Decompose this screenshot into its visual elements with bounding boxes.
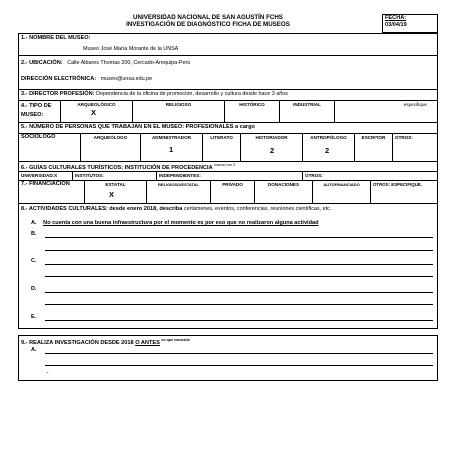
activity-c-line-2[interactable] (45, 276, 433, 277)
activity-d-letter: D. (31, 286, 37, 292)
museum-type-label: 4.- TIPO DE (21, 103, 52, 109)
director-label: 3.- DIRECTOR PROFESIÓN: (21, 91, 95, 97)
section-financing (18, 181, 438, 204)
staff-sociologo[interactable]: SOCIÓLOGO (19, 134, 81, 161)
section-staff (18, 123, 438, 134)
staff-administrador-value[interactable]: 1 (169, 145, 174, 154)
email-value[interactable]: museo@unsa.edu.pe (100, 76, 153, 82)
university-title: UNIVERSIDAD NACIONAL DE SAN AGUSTÍN FCHS (133, 14, 283, 21)
fin-privado[interactable]: PRIVADO (211, 181, 255, 203)
type-religioso[interactable]: RELIGIOSO (133, 101, 225, 122)
activity-d-line[interactable] (45, 292, 433, 293)
date-box (382, 14, 438, 33)
research-a-line-2[interactable] (45, 365, 433, 366)
type-arqueologico-mark[interactable]: X (91, 108, 97, 117)
museum-name-label: 1.- NOMBRE DEL MUSEO: (21, 35, 91, 41)
staff-historiador-value[interactable]: 2 (270, 146, 275, 155)
guides-universidad[interactable]: UNIVERSIDAD:X (19, 172, 73, 180)
museum-type-label-2: MUSEO: (21, 112, 44, 118)
museum-name-value[interactable]: Museo José María Morante de la UNSA (83, 46, 179, 52)
research-label: 9.- REALIZA INVESTIGACIÓN DESDE 2018 (21, 339, 134, 346)
fin-estatal-mark[interactable]: X (109, 190, 115, 199)
staff-otros[interactable]: OTROS: (395, 135, 413, 140)
fin-donaciones[interactable]: DONACIONES (255, 181, 313, 203)
staff-arqueologo[interactable]: ARQUEÓLOGO (81, 134, 141, 161)
section-director (18, 90, 438, 101)
research-a-line[interactable] (45, 353, 433, 354)
director-value[interactable]: Dependencia de la oficina de promoción, desarrollo y cultura desde hace 3 años (96, 91, 288, 97)
section-location (18, 56, 438, 90)
form-subtitle: INVESTIGACIÓN DE DIAGNÓSTICO FICHA DE MUSEOS (126, 21, 290, 28)
date-value: 03/04/19 (385, 22, 407, 28)
form-title (18, 14, 398, 28)
type-arqueologico: ARQUEOLÓGICO (77, 102, 116, 107)
staff-literato[interactable]: LITERATO (203, 134, 241, 161)
research-note: en que consistió (161, 338, 190, 342)
financing-label: 7.- FINANCIACIÓN (19, 181, 85, 203)
activity-a-letter: A. (31, 220, 37, 226)
section-museum-type (18, 101, 438, 123)
activity-c-letter: C. (31, 258, 37, 264)
guides-grid (18, 172, 438, 181)
activity-b-line-2[interactable] (45, 250, 433, 251)
date-label: FECHA: (385, 15, 407, 21)
activity-e-line[interactable] (45, 320, 433, 321)
research-a-letter: A. (31, 347, 37, 353)
email-label: DIRECCIÓN ELECTRÓNICA: (21, 76, 97, 82)
location-value[interactable]: Calle Albares Thomas 200, Cercado-Arequipa-Perú (67, 60, 191, 66)
fin-estatal: ESTATAL (105, 182, 126, 187)
type-other[interactable]: especifique (403, 102, 427, 107)
section-guides (18, 162, 438, 172)
activity-c-line[interactable] (45, 264, 433, 265)
section-activities (18, 204, 438, 329)
guides-independientes[interactable]: INDEPENDIENTES: (157, 172, 303, 180)
staff-historiador: HISTORIADOR (255, 135, 288, 140)
activity-b-letter: B. (31, 231, 37, 237)
activity-d-line-2[interactable] (45, 304, 433, 305)
guides-institutos[interactable]: INSTITUTOS: (73, 172, 157, 180)
guides-label: 6.- GUÍAS CULTURALES TURÍSTICOS; INSTITUCIÓN DE PROCEDENCIA (21, 164, 213, 171)
staff-antropologo-value[interactable]: 2 (325, 146, 330, 155)
guides-note: marcar con X (214, 163, 236, 167)
staff-label: 5.- NÚMERO DE PERSONAS QUE TRABAJAN EN EL MUSEO: PROFESIONALES a cargo (21, 124, 255, 130)
activities-label: 8.- ACTIVIDADES CULTURALES: desde enero 2018, describa (21, 206, 183, 212)
type-industrial[interactable]: INDUSTRIAL (280, 101, 335, 122)
type-historico[interactable]: HISTÓRICO (225, 101, 280, 122)
survey-form (18, 14, 438, 381)
section-museum-name (18, 33, 438, 56)
activity-e-letter: E. (31, 314, 37, 320)
fin-religioso-estatal[interactable]: RELIGIOSO/ESTATAL (147, 181, 211, 203)
activity-b-line[interactable] (45, 237, 433, 238)
research-o-antes: O ANTES (135, 339, 160, 346)
staff-administrador: ADMINISTRADOR (151, 135, 192, 140)
staff-antropologo: ANTROPÓLOGO (310, 135, 347, 140)
guides-otros[interactable]: OTROS: (305, 173, 323, 178)
fin-autofinanciado[interactable]: AUTOFINANCIADO (313, 181, 371, 203)
form-header (18, 14, 438, 33)
fin-otros[interactable]: OTROS: ESPECIFIQUE. (373, 182, 423, 187)
research-dot: . (47, 369, 49, 375)
location-label: 2.- UBICACIÓN: (21, 60, 63, 66)
staff-grid (18, 134, 438, 162)
section-research (18, 335, 438, 381)
staff-escritor[interactable]: ESCRITOR (355, 134, 393, 161)
activities-label-tail: certámenes, eventos, conferencias, reuniones científicas, etc. (183, 206, 332, 212)
activity-a-text[interactable]: No cuenta con una buena infraestructura por el momento es por eso que no realizaron alguna actividad (43, 220, 319, 226)
